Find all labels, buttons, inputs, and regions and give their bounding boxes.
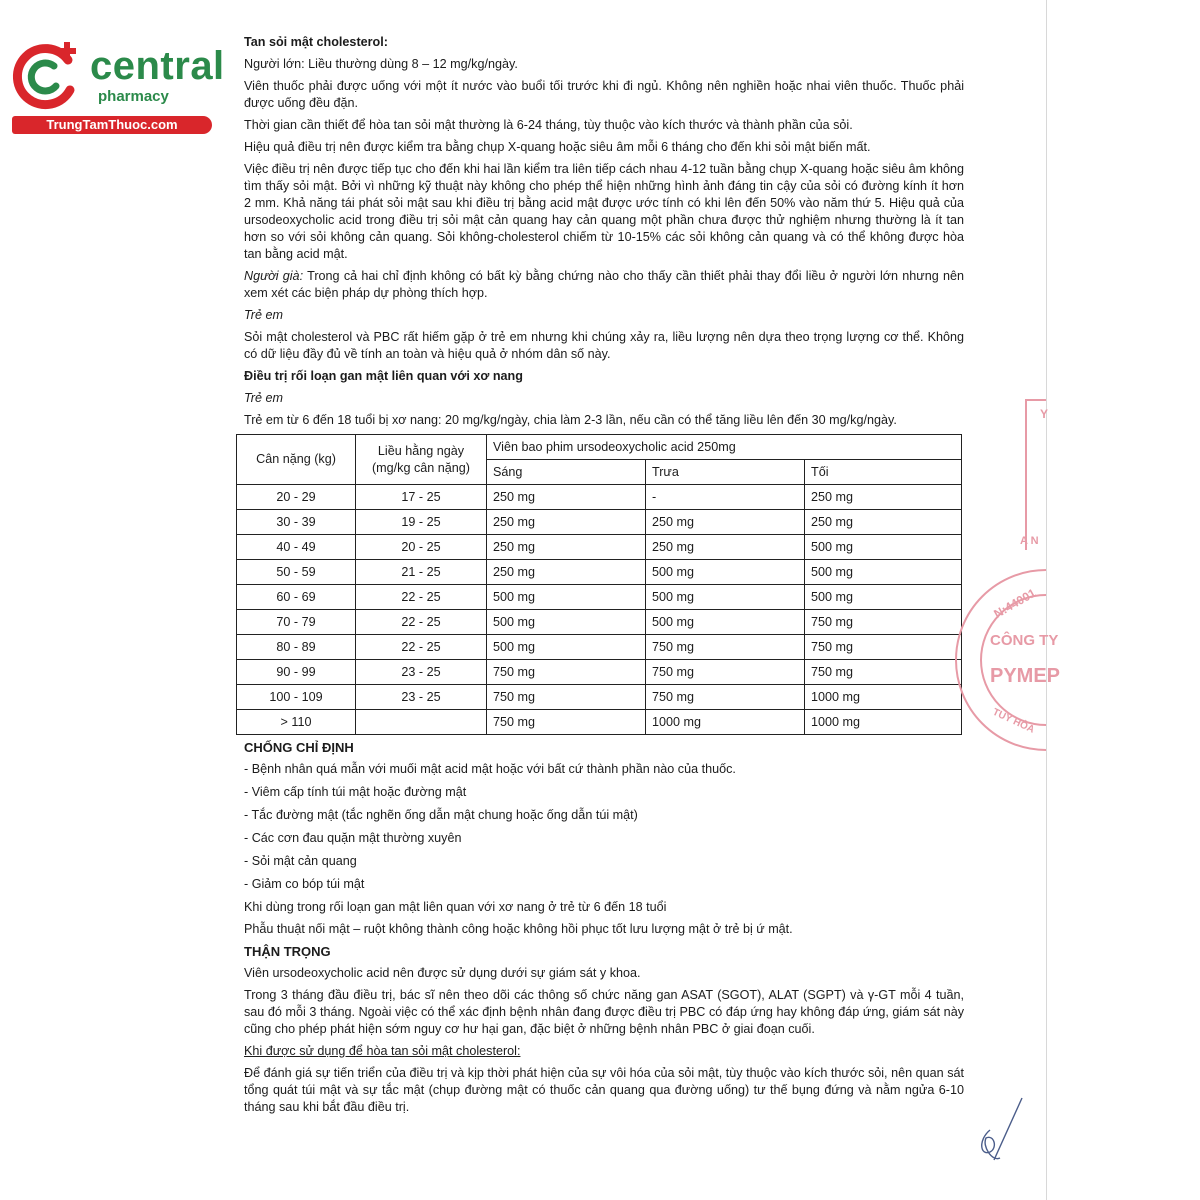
table-cell: 250 mg [487,485,646,510]
table-cell: 500 mg [646,610,805,635]
table-cell: 100 - 109 [237,685,356,710]
list-item: - Các cơn đau quặn mật thường xuyên [244,831,462,845]
list-item: - Tắc đường mật (tắc nghẽn ống dẫn mật chung hoặc ống dẫn túi mật) [244,808,638,822]
table-row [237,660,962,685]
logo-brand: central [90,44,225,88]
paragraph: Thời gian cần thiết để hòa tan sỏi mật thường là 6-24 tháng, tùy thuộc vào kích thước và thành phần của sỏi. [244,118,853,132]
table-cell: 23 - 25 [356,660,487,685]
table-cell: 30 - 39 [237,510,356,535]
paragraph: Phẫu thuật nối mật – ruột không thành công hoặc không hồi phục tốt lưu lượng mật ở trẻ bị ứ mật. [244,922,793,936]
company-stamp [980,400,1061,750]
section-title-precautions: THẬN TRỌNG [244,944,331,959]
table-cell: 21 - 25 [356,560,487,585]
table-cell: 750 mg [646,685,805,710]
header-dose-line2: (mg/kg cân nặng) [371,460,470,475]
table-cell: 1000 mg [646,710,805,735]
logo-site: TrungTamThuoc.com [12,116,212,134]
table-cell: 20 - 25 [356,535,487,560]
table-row [237,485,962,510]
table-cell: 23 - 25 [356,685,487,710]
stamp-text: CÔNG TY [990,632,1059,649]
table-row [237,710,962,735]
table-cell: 250 mg [487,560,646,585]
paragraph: Việc điều trị nên được tiếp tục cho đến khi hai lần kiểm tra liên tiếp cách nhau 4-12 tuần bằng chụp X-quang hoặc siêu âm không tìm thấy sỏi mật. Bởi vì những kỹ thuật này không cho phép thể hiện những hình ảnh đáng tin cậy của sỏi có đường kính ít hơn 2 mm. Khả năng tái phát sỏi mật sau khi điều trị bằng acid mật được ước tính có khi lên đến 50% vào năm thứ 5. Hiệu quả của ursodeoxycholic acid trong điều trị sỏi mật cản quang hay cản quang một phần chưa được thử nghiệm nhưng thường là ít tan hơn so với sỏi không cản quang. Sỏi không-cholesterol chiếm từ 10-15% các sỏi không cản quang và có thể không được hòa tan bằng acid mật. [244,162,964,261]
document-body [244,34,964,1121]
table-cell: 500 mg [646,585,805,610]
table-cell: 500 mg [805,560,962,585]
list-item: - Sỏi mật cản quang [244,854,357,868]
table-cell: 250 mg [805,510,962,535]
table-cell: 40 - 49 [237,535,356,560]
stamp-text: TUY HÒA [990,706,1037,736]
dosage-table-body [237,485,962,735]
table-cell: 70 - 79 [237,610,356,635]
stamp-text: Y [1040,407,1049,421]
elderly-text: Trong cả hai chỉ định không có bất kỳ bằng chứng nào cho thấy cần thiết phải thay đổi liều ở người lớn nhưng nên xem xét các biện pháp dự phòng thích hợp. [244,269,964,300]
table-cell: 750 mg [487,685,646,710]
table-cell: 1000 mg [805,685,962,710]
stamp-text: PYMEP [990,665,1061,687]
table-cell: 50 - 59 [237,560,356,585]
stamp-text: N:44001 [991,585,1039,621]
table-row [237,685,962,710]
header-noon: Trưa [646,460,805,485]
list-item: - Viêm cấp tính túi mật hoặc đường mật [244,785,467,799]
header-weight: Cân nặng (kg) [237,435,356,485]
header-tablet: Viên bao phim ursodeoxycholic acid 250mg [487,435,962,460]
contraindication-list [244,761,964,893]
table-cell: 1000 mg [805,710,962,735]
dosage-table [236,434,962,735]
table-cell: > 110 [237,710,356,735]
table-cell: 500 mg [487,635,646,660]
central-pharmacy-logo [8,36,225,140]
logo-mark-icon [8,36,88,116]
paragraph: Trẻ em từ 6 đến 18 tuổi bị xơ nang: 20 mg/kg/ngày, chia làm 2-3 lần, nếu cần có thể tăng liều lên đến 30 mg/kg/ngày. [244,413,897,427]
header-evening: Tối [805,460,962,485]
table-cell: 500 mg [805,535,962,560]
table-cell: 500 mg [805,585,962,610]
table-cell: 250 mg [487,510,646,535]
table-cell: 250 mg [646,535,805,560]
table-cell: 60 - 69 [237,585,356,610]
paragraph: Để đánh giá sự tiến triển của điều trị và kịp thời phát hiện của sự vôi hóa của sỏi mật, tùy thuộc vào kích thước sỏi, nên quan sát tổng quát túi mật và sự tắc mật (chụp đường mật có thuốc cản quang qua đường uống) tư thế bụng đứng và nằm ngửa 6-10 tháng sau khi bắt đầu điều trị. [244,1066,964,1114]
table-row [237,610,962,635]
table-cell: 22 - 25 [356,610,487,635]
table-cell: 80 - 89 [237,635,356,660]
paragraph: Viên ursodeoxycholic acid nên được sử dụng dưới sự giám sát y khoa. [244,966,641,980]
header-daily-dose [356,435,487,485]
section-title-gallstone: Tan sỏi mật cholesterol: [244,35,388,49]
stamp-text: A N [1020,535,1039,547]
paragraph: Sỏi mật cholesterol và PBC rất hiếm gặp ở trẻ em nhưng khi chúng xảy ra, liều lượng nên dựa theo trọng lượng cơ thể. Không có dữ liệu đầy đủ về tính an toàn và hiệu quả ở nhóm dân số này. [244,330,964,361]
elderly-label: Người già: [244,269,304,283]
table-row [237,560,962,585]
table-cell: 22 - 25 [356,585,487,610]
table-cell: 500 mg [646,560,805,585]
table-row [237,635,962,660]
table-cell: 250 mg [487,535,646,560]
table-cell: 90 - 99 [237,660,356,685]
children-label: Trẻ em [244,391,283,405]
header-morning: Sáng [487,460,646,485]
section-title-cystic-fibrosis: Điều trị rối loạn gan mật liên quan với xơ nang [244,369,523,383]
table-cell: 250 mg [805,485,962,510]
table-cell: 500 mg [487,585,646,610]
table-cell: 750 mg [805,660,962,685]
table-cell: - [646,485,805,510]
table-cell: 750 mg [487,660,646,685]
paragraph-elderly [244,268,964,302]
table-cell: 19 - 25 [356,510,487,535]
table-cell: 20 - 29 [237,485,356,510]
paragraph: Trong 3 tháng đầu điều trị, bác sĩ nên theo dõi các thông số chức năng gan ASAT (SGOT), ALAT (SGPT) và γ-GT mỗi 4 tuần, sau đó mỗi 3 tháng. Ngoài việc có thể xác định bệnh nhân đang được điều trị PBC có đáp ứng hay không đáp ứng, giám sát này cũng cho phép phát hiện sớm nguy cơ hư hại gan, đặc biệt ở những bệnh nhân PBC ở giai đoạn cuối. [244,988,964,1036]
table-row [237,585,962,610]
table-cell: 22 - 25 [356,635,487,660]
page-edge [1046,0,1047,1200]
table-cell: 17 - 25 [356,485,487,510]
table-cell: 250 mg [646,510,805,535]
table-cell: 750 mg [805,635,962,660]
paragraph: Hiệu quả điều trị nên được kiểm tra bằng chụp X-quang hoặc siêu âm mỗi 6 tháng cho đến khi sỏi mật biến mất. [244,140,871,154]
table-row [237,535,962,560]
signature [972,1090,1032,1170]
paragraph: Khi dùng trong rối loạn gan mật liên quan với xơ nang ở trẻ từ 6 đến 18 tuổi [244,900,667,914]
table-cell: 750 mg [487,710,646,735]
table-row [237,510,962,535]
paragraph: Viên thuốc phải được uống với một ít nước vào buổi tối trước khi đi ngủ. Không nên nghiền hoặc nhai viên thuốc. Thuốc phải được uống đều đặn. [244,79,964,110]
subheading-gallstone: Khi được sử dụng để hòa tan sỏi mật cholesterol: [244,1044,521,1058]
table-cell: 750 mg [646,660,805,685]
table-cell [356,710,487,735]
logo-sub: pharmacy [98,88,169,105]
paragraph: Người lớn: Liều thường dùng 8 – 12 mg/kg/ngày. [244,57,518,71]
children-label: Trẻ em [244,308,283,322]
table-cell: 500 mg [487,610,646,635]
list-item: - Giảm co bóp túi mật [244,877,365,891]
table-cell: 750 mg [805,610,962,635]
section-title-contraindications: CHỐNG CHỈ ĐỊNH [244,740,354,755]
list-item: - Bệnh nhân quá mẫn với muối mật acid mật hoặc với bất cứ thành phần nào của thuốc. [244,762,736,776]
table-cell: 750 mg [646,635,805,660]
header-dose-line1: Liều hằng ngày [377,443,465,458]
